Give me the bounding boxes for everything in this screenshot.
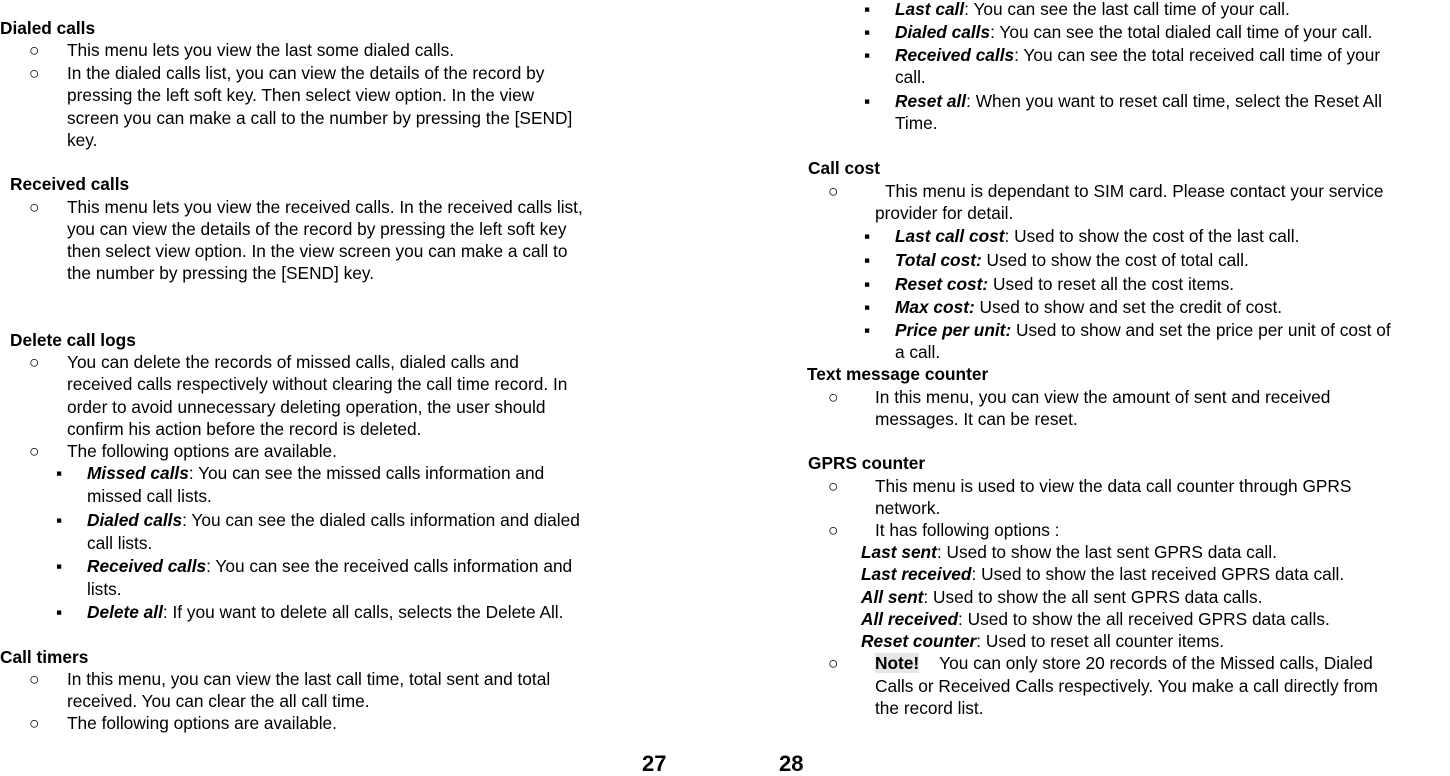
timer-option-received: Received calls: You can see the total received call time of your xyxy=(895,45,1381,65)
gprs-bullet-1-line-1: This menu is used to view the data call counter through GPRS xyxy=(875,476,1352,496)
dialed-bullet-2-line-1: In the dialed calls list, you can view the details of the record by xyxy=(67,63,545,83)
timers-bullet-2: The following options are available. xyxy=(67,713,337,733)
timer-option-reset-line-2: Time. xyxy=(895,113,938,133)
circle-bullet-icon: ○ xyxy=(29,713,40,733)
timer-option-reset: Reset all: When you want to reset call time, select the Reset All xyxy=(895,91,1382,111)
note-label: Note! xyxy=(875,653,920,673)
received-bullet-line-3: then select view option. In the view screen you can make a call to xyxy=(67,241,568,261)
circle-bullet-icon: ○ xyxy=(828,181,839,201)
square-bullet-icon: ▪ xyxy=(56,510,63,530)
circle-bullet-icon: ○ xyxy=(29,441,40,461)
cost-option-max-cost: Max cost: Used to show and set the credit of cost. xyxy=(895,297,1283,317)
dialed-bullet-2-line-2: pressing the left soft key. Then select view option. In the view xyxy=(67,85,535,105)
delete-option-missed-line-2: missed call lists. xyxy=(87,486,212,506)
dialed-bullet-1: This menu lets you view the last some dialed calls. xyxy=(67,40,455,60)
heading-dialed-calls: Dialed calls xyxy=(0,18,96,38)
circle-bullet-icon: ○ xyxy=(828,476,839,496)
gprs-option-all-received: All received: Used to show the all received GPRS data calls. xyxy=(861,609,1330,629)
page-number-27: 27 xyxy=(642,751,667,776)
cost-option-reset-cost: Reset cost: Used to reset all the cost items. xyxy=(895,274,1235,294)
timer-option-last-call: Last call: You can see the last call time of your call. xyxy=(895,0,1290,19)
cost-option-total-cost: Total cost: Used to show the cost of total call. xyxy=(895,250,1249,270)
delete-bullet-1-line-1: You can delete the records of missed calls, dialed calls and xyxy=(67,352,519,372)
gprs-note-line-2: Calls or Received Calls respectively. You make a call directly from xyxy=(875,676,1378,696)
cost-bullet-line-2: provider for detail. xyxy=(875,203,1014,223)
received-bullet-line-1: This menu lets you view the received calls. In the received calls list, xyxy=(67,197,583,217)
received-bullet-line-2: you can view the details of the record by pressing the left soft key xyxy=(67,219,567,239)
gprs-option-reset-counter: Reset counter: Used to reset all counter items. xyxy=(861,631,1225,651)
received-bullet-line-4: the number by pressing the [SEND] key. xyxy=(67,263,375,283)
circle-bullet-icon: ○ xyxy=(29,352,40,372)
delete-bullet-1-line-3: order to avoid unnecessary deleting operation, the user should xyxy=(67,397,546,417)
circle-bullet-icon: ○ xyxy=(29,197,40,217)
delete-option-received: Received calls: You can see the received calls information and xyxy=(87,556,573,576)
circle-bullet-icon: ○ xyxy=(828,653,839,673)
timer-option-dialed: Dialed calls: You can see the total dialed call time of your call. xyxy=(895,22,1373,42)
heading-text-message-counter: Text message counter xyxy=(807,364,989,384)
sms-bullet-line-2: messages. It can be reset. xyxy=(875,409,1078,429)
delete-option-missed: Missed calls: You can see the missed calls information and xyxy=(87,463,545,483)
square-bullet-icon: ▪ xyxy=(56,463,63,483)
timer-option-received-line-2: call. xyxy=(895,67,926,87)
square-bullet-icon: ▪ xyxy=(864,45,871,65)
gprs-option-last-received: Last received: Used to show the last received GPRS data call. xyxy=(861,564,1345,584)
delete-bullet-1-line-4: confirm his action before the record is deleted. xyxy=(67,419,422,439)
delete-bullet-2: The following options are available. xyxy=(67,441,337,461)
gprs-bullet-2: It has following options : xyxy=(875,520,1060,540)
cost-option-price-per-unit: Price per unit: Used to show and set the price per unit of cost of xyxy=(895,320,1391,340)
heading-delete-call-logs: Delete call logs xyxy=(10,330,136,350)
cost-option-price-per-unit-line-2: a call. xyxy=(895,342,941,362)
page-28 xyxy=(725,0,1450,776)
delete-bullet-1-line-2: received calls respectively without clearing the call time record. In xyxy=(67,374,568,394)
square-bullet-icon: ▪ xyxy=(864,320,871,340)
heading-gprs-counter: GPRS counter xyxy=(808,453,926,473)
heading-call-timers: Call timers xyxy=(0,647,89,667)
square-bullet-icon: ▪ xyxy=(864,297,871,317)
gprs-option-last-sent: Last sent: Used to show the last sent GPRS data call. xyxy=(861,542,1277,562)
circle-bullet-icon: ○ xyxy=(29,669,40,689)
sms-bullet-line-1: In this menu, you can view the amount of sent and received xyxy=(875,387,1331,407)
delete-option-dialed: Dialed calls: You can see the dialed calls information and dialed xyxy=(87,510,580,530)
page-number-28: 28 xyxy=(779,751,804,776)
dialed-bullet-2-line-4: key. xyxy=(67,130,98,150)
square-bullet-icon: ▪ xyxy=(864,22,871,42)
square-bullet-icon: ▪ xyxy=(56,602,63,622)
timers-bullet-1-line-2: received. You can clear the all call time. xyxy=(67,691,370,711)
circle-bullet-icon: ○ xyxy=(29,63,40,83)
square-bullet-icon: ▪ xyxy=(864,226,871,246)
circle-bullet-icon: ○ xyxy=(29,40,40,60)
square-bullet-icon: ▪ xyxy=(864,250,871,270)
heading-call-cost: Call cost xyxy=(808,158,881,178)
square-bullet-icon: ▪ xyxy=(864,274,871,294)
gprs-bullet-1-line-2: network. xyxy=(875,498,941,518)
gprs-note-line-1: Note! You can only store 20 records of the Missed calls, Dialed xyxy=(875,653,1373,673)
square-bullet-icon: ▪ xyxy=(864,0,871,19)
delete-option-dialed-line-2: call lists. xyxy=(87,533,153,553)
delete-option-all: Delete all: If you want to delete all calls, selects the Delete All. xyxy=(87,602,564,622)
dialed-bullet-2-line-3: screen you can make a call to the number by pressing the [SEND] xyxy=(67,108,573,128)
gprs-note-line-3: the record list. xyxy=(875,698,984,718)
gprs-option-all-sent: All sent: Used to show the all sent GPRS data calls. xyxy=(861,587,1263,607)
heading-received-calls: Received calls xyxy=(10,174,130,194)
circle-bullet-icon: ○ xyxy=(828,387,839,407)
square-bullet-icon: ▪ xyxy=(864,91,871,111)
delete-option-received-line-2: lists. xyxy=(87,579,122,599)
circle-bullet-icon: ○ xyxy=(828,520,839,540)
cost-option-last-call-cost: Last call cost: Used to show the cost of the last call. xyxy=(895,226,1300,246)
cost-bullet-line-1: This menu is dependant to SIM card. Please contact your service xyxy=(885,181,1384,201)
timers-bullet-1-line-1: In this menu, you can view the last call time, total sent and total xyxy=(67,669,551,689)
square-bullet-icon: ▪ xyxy=(56,556,63,576)
